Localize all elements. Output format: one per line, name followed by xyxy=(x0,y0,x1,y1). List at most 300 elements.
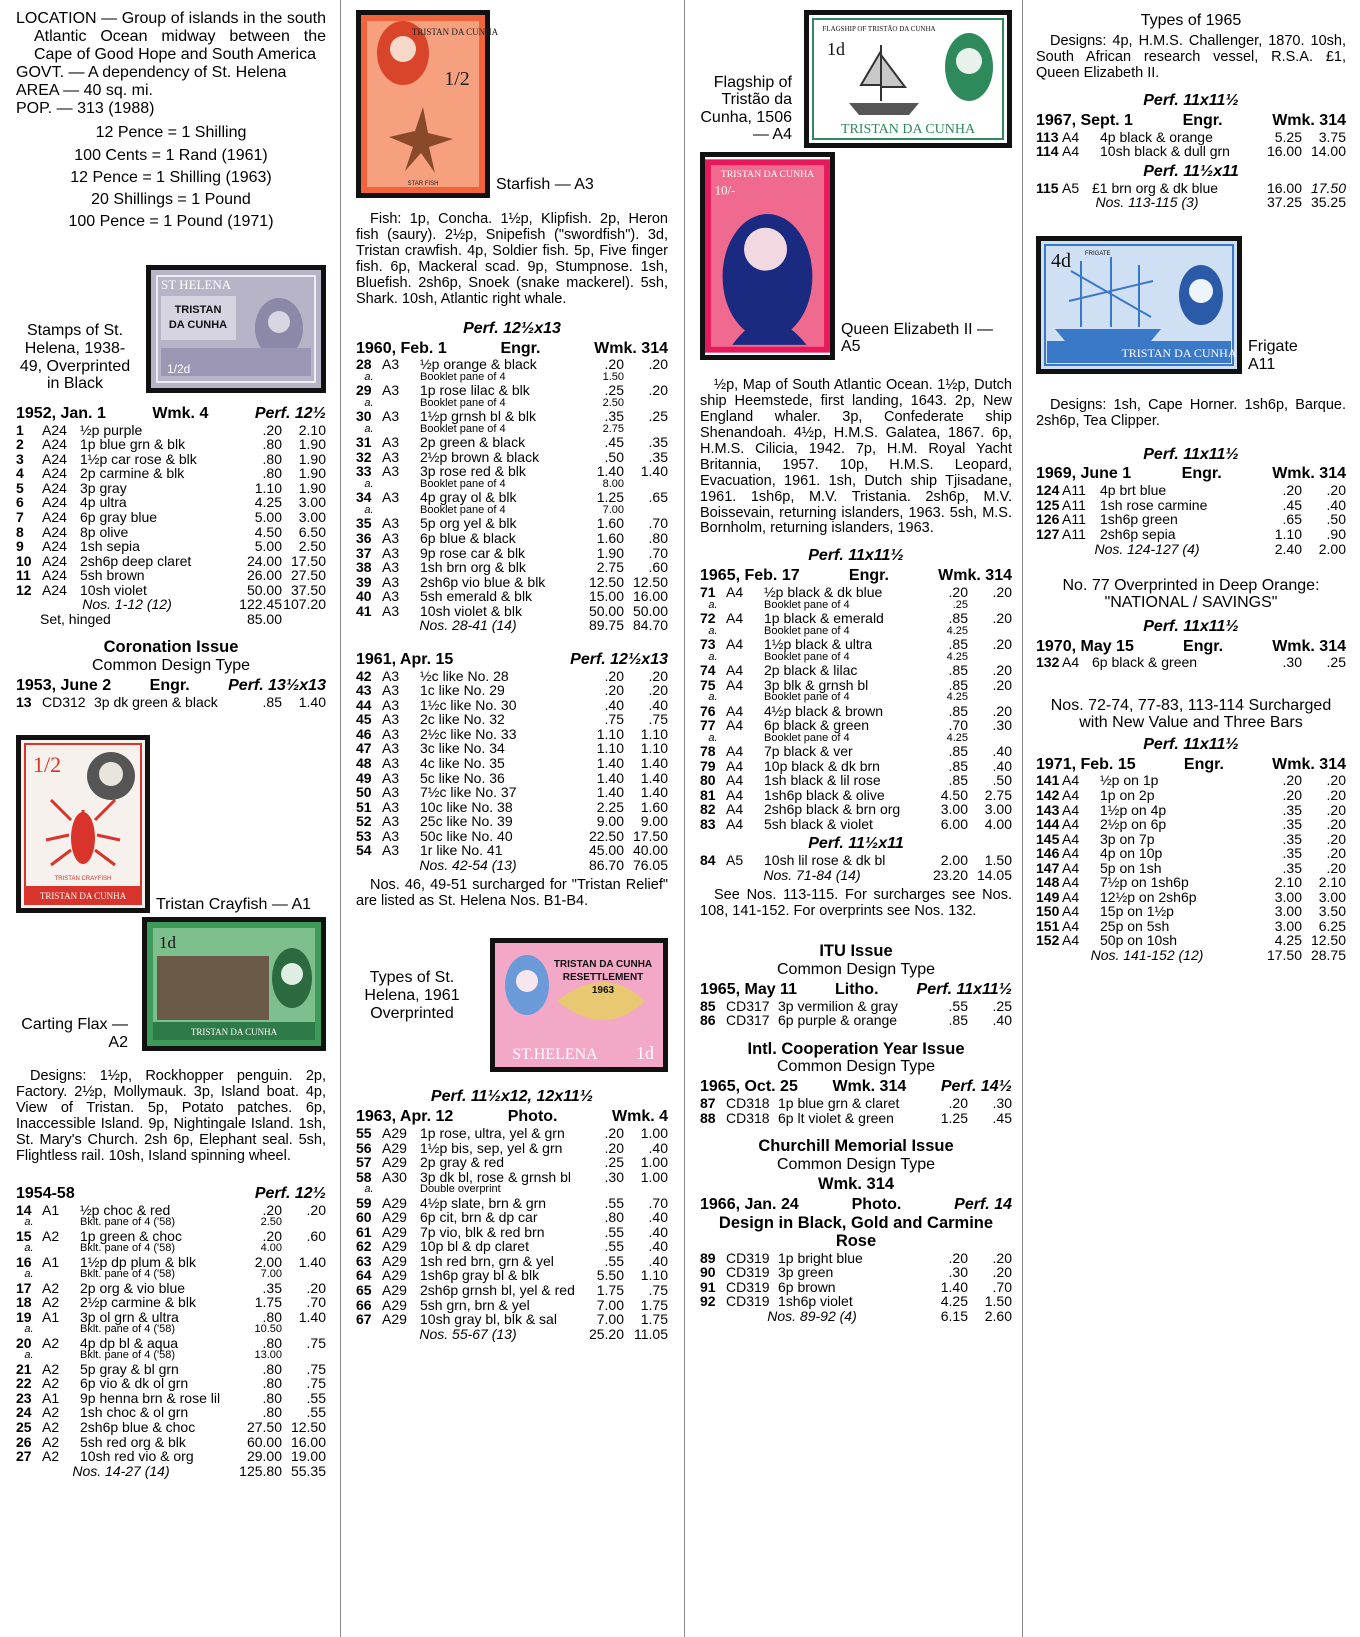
table-row xyxy=(700,678,1012,693)
stamp-number: 33 xyxy=(356,463,372,480)
stamp-number: 79 xyxy=(700,757,716,774)
stamp-number: 127 xyxy=(1036,525,1060,542)
carting-flax-stamp-art xyxy=(147,922,321,1046)
crayfish-stamp-art xyxy=(21,740,145,908)
stamp-value: .20 xyxy=(648,667,668,684)
stamp-type: A1 xyxy=(42,1389,60,1406)
table-row xyxy=(16,568,326,583)
stamp-value: .35 xyxy=(604,408,624,425)
table-row xyxy=(16,466,326,481)
table-subrow xyxy=(356,1184,668,1195)
currency-line: 12 Pence = 1 Shilling (1963) xyxy=(70,168,272,186)
stamp-number: 50 xyxy=(356,784,372,801)
stamp-value: 15.00 xyxy=(588,588,624,605)
stamp-desc: 25c like No. 39 xyxy=(420,813,513,830)
stamp-type: A24 xyxy=(42,552,67,569)
issue-engr: Engr. xyxy=(848,567,889,585)
stamp-value: 40.00 xyxy=(632,842,668,859)
stamp-value: 1d xyxy=(159,933,176,953)
stamp-value: 50.00 xyxy=(632,602,668,619)
stamp-value: 7.00 xyxy=(602,504,624,517)
issue-engr: Engr. xyxy=(1183,637,1224,655)
stamp-type: A3 xyxy=(382,813,400,830)
total-value: 35.25 xyxy=(1310,194,1346,211)
stamp-type: A3 xyxy=(382,463,400,480)
stamp-value: 3.00 xyxy=(940,801,968,818)
stamp-value: 1.50 xyxy=(602,370,624,383)
table-row xyxy=(356,683,668,698)
currency-line: 100 Pence = 1 Pound (1971) xyxy=(68,212,274,230)
stamp-value: 1.60 xyxy=(640,798,668,815)
see-note: See Nos. 113-115. For surcharges see Nos. 108, 141-152. For overprints see Nos. 132. xyxy=(700,887,1012,920)
table-row xyxy=(356,575,668,590)
stamp-value: .20 xyxy=(948,584,968,601)
stamp-value: 17.50 xyxy=(1310,179,1346,196)
stamp-desc: 8p olive xyxy=(80,523,129,540)
column-2 xyxy=(356,10,668,1637)
stamp-value: .20 xyxy=(648,382,668,399)
stamp-number: a. xyxy=(364,478,374,491)
table-row xyxy=(16,1391,326,1406)
issue-perf: Perf. 11½x11 xyxy=(808,835,904,853)
stamp-number: 85 xyxy=(700,997,716,1014)
stamp-value: 1d xyxy=(827,39,845,59)
issue-perf: Perf. 11x11½ xyxy=(1143,445,1239,463)
stamp-desc: 7p vio, blk & red brn xyxy=(420,1223,545,1240)
issue-engr: Engr. xyxy=(149,676,190,694)
table-row xyxy=(356,1225,668,1240)
issue-date: 1963, Apr. 12 xyxy=(356,1108,454,1126)
table-row xyxy=(700,788,1012,803)
table-row xyxy=(356,546,668,561)
stamp-value: 9.00 xyxy=(596,813,624,830)
currency-line: 20 Shillings = 1 Pound xyxy=(91,190,251,208)
stamp-value: 3.00 xyxy=(1274,888,1302,905)
table-row xyxy=(356,1254,668,1269)
table-row xyxy=(356,531,668,546)
stamp-value: 1.90 xyxy=(298,479,326,496)
stamp-value: 17.50 xyxy=(290,552,326,569)
issue-perf: Perf. 12½ xyxy=(254,1184,326,1202)
stamp-value: 27.50 xyxy=(290,567,326,584)
stamp-desc: 1sh sepia xyxy=(80,538,140,555)
figure-st-helena-1961 xyxy=(356,938,668,1072)
section-subtitle: Common Design Type xyxy=(777,1058,935,1076)
stamp-image-frigate xyxy=(1036,236,1242,374)
stamp-value: .85 xyxy=(948,662,968,679)
stamp-value: .75 xyxy=(306,1334,326,1351)
table-row xyxy=(356,756,668,771)
stamp-type: A4 xyxy=(726,815,744,832)
queen-stamp-art xyxy=(705,157,830,355)
stamp-number: 23 xyxy=(16,1389,32,1406)
issue-date: 1961, Apr. 15 xyxy=(356,650,454,668)
issue-perf: Perf. 11x11½ xyxy=(1143,617,1239,635)
table-row xyxy=(16,437,326,452)
stamp-value: 29.00 xyxy=(246,1448,282,1465)
stamp-value xyxy=(282,1269,326,1280)
stamp-number: 9 xyxy=(16,538,24,555)
stamp-desc: 2sh6p vio blue & blk xyxy=(420,573,546,590)
stamp-value: 4.50 xyxy=(940,786,968,803)
stamp-type: A3 xyxy=(382,489,400,506)
stamp-type: A3 xyxy=(382,559,400,576)
stamp-type: A3 xyxy=(382,769,400,786)
currency-line: 100 Cents = 1 Rand (1961) xyxy=(74,146,268,164)
stamp-value: 1.90 xyxy=(298,465,326,482)
stamp-value: 1.10 xyxy=(640,1267,668,1284)
stamp-value: 1.90 xyxy=(298,450,326,467)
stamp-desc: 5sh black & violet xyxy=(764,815,873,832)
issue-wmk: Wmk. 4 xyxy=(152,404,209,422)
stamp-number: 89 xyxy=(700,1249,716,1266)
stamp-image-st-helena-overprint xyxy=(146,265,326,393)
stamp-value: .75 xyxy=(306,1375,326,1392)
stamp-number: 26 xyxy=(16,1433,32,1450)
issue-date: 1952, Jan. 1 xyxy=(16,404,106,422)
stamp-type: A4 xyxy=(726,702,744,719)
stamp-type: A29 xyxy=(382,1154,407,1171)
stamp-type: A2 xyxy=(42,1448,60,1465)
stamp-number: 76 xyxy=(700,702,716,719)
stamp-number: 87 xyxy=(700,1095,716,1112)
stamp-desc: 9p henna brn & rose lil xyxy=(80,1389,221,1406)
issue-wmk: Wmk. 314 xyxy=(817,1175,895,1194)
issue-1961-header xyxy=(356,651,668,669)
stamp-desc: 10sh violet xyxy=(80,581,147,598)
stamp-value: .55 xyxy=(604,1238,624,1255)
stamp-table xyxy=(356,357,668,618)
stamp-value: .20 xyxy=(992,584,1012,601)
issue-perf: Perf. 11x11½ xyxy=(916,980,1012,998)
overprint-line: 1963 xyxy=(591,985,615,997)
stamp-type: A3 xyxy=(382,448,400,465)
stamp-number: 82 xyxy=(700,801,716,818)
stamp-value: .30 xyxy=(992,717,1012,734)
flagship-stamp-art xyxy=(809,15,1007,143)
total-label: Nos. 14-27 (14) xyxy=(72,1462,170,1479)
stamp-desc: ½p orange & black xyxy=(420,356,537,373)
table-total-row xyxy=(1036,195,1346,210)
table-row xyxy=(356,1268,668,1283)
stamp-value: .40 xyxy=(604,696,624,713)
issue-perf: Perf. 11½x12, 12x11½ xyxy=(430,1088,594,1106)
table-row xyxy=(700,1294,1012,1309)
stamp-desc: 1r like No. 41 xyxy=(420,842,503,859)
note-1961: Nos. 46, 49-51 surcharged for "Tristan Relief" are listed as St. Helena Nos. B1-B4. xyxy=(356,877,668,910)
table-row xyxy=(1036,498,1346,513)
issue-perf: Perf. 14½ xyxy=(940,1078,1012,1096)
stamp-desc: 1½p bis, sep, yel & grn xyxy=(420,1139,563,1156)
stamp-number: 1 xyxy=(16,421,24,438)
stamp-number: a. xyxy=(364,396,374,409)
stamp-value: 1.75 xyxy=(254,1294,282,1311)
stamp-value: 4.00 xyxy=(260,1242,282,1255)
section-subtitle: Types of 1965 xyxy=(1140,12,1242,29)
stamp-value: 5.00 xyxy=(254,538,282,555)
stamp-desc: 5sh red org & blk xyxy=(80,1433,186,1450)
table-row xyxy=(700,759,1012,774)
stamp-value: 12.50 xyxy=(632,573,668,590)
stamp-label: STAR FISH xyxy=(407,181,439,187)
issue-perf: Perf. 11x11½ xyxy=(808,547,904,565)
stamp-value: 12.50 xyxy=(588,573,624,590)
stamp-total-table xyxy=(356,858,668,873)
stamp-desc: ½p choc & red xyxy=(80,1201,171,1218)
table-total-row xyxy=(16,597,326,612)
stamp-value: .80 xyxy=(262,1360,282,1377)
stamp-desc: 7½p on 1sh6p xyxy=(1100,874,1189,891)
stamp-value: 14.00 xyxy=(1310,143,1346,160)
table-subrow xyxy=(700,692,1012,703)
stamp-number: 62 xyxy=(356,1238,372,1255)
stamp-table xyxy=(700,999,1012,1028)
table-row xyxy=(700,1096,1012,1111)
stamp-value: .80 xyxy=(262,1404,282,1421)
stamp-desc: 3p blk & grnsh bl xyxy=(764,676,869,693)
stamp-value: 60.00 xyxy=(246,1433,282,1450)
stamp-image-carting-flax xyxy=(142,917,326,1051)
stamp-number: 64 xyxy=(356,1267,372,1284)
stamp-number: 51 xyxy=(356,798,372,815)
stamp-type: A2 xyxy=(42,1334,60,1351)
stamp-number: 7 xyxy=(16,509,24,526)
stamp-table xyxy=(1036,181,1346,210)
table-row xyxy=(1036,904,1346,919)
issue-engr: Engr. xyxy=(1183,755,1224,773)
stamp-value: 1.75 xyxy=(640,1311,668,1328)
stamp-number: 53 xyxy=(356,827,372,844)
stamp-country: TRISTAN DA CUNHA xyxy=(840,122,976,137)
table-row xyxy=(356,1283,668,1298)
table-row xyxy=(700,999,1012,1014)
stamp-value: 5.25 xyxy=(1274,128,1302,145)
stamp-value: .20 xyxy=(306,1279,326,1296)
issue-wmk: Wmk. 4 xyxy=(611,1108,668,1126)
stamp-value: .35 xyxy=(648,434,668,451)
stamp-value: 4.50 xyxy=(254,523,282,540)
stamp-type: A4 xyxy=(1062,143,1080,160)
stamp-value: 13.00 xyxy=(254,1349,282,1362)
stamp-value: 1.00 xyxy=(640,1168,668,1185)
stamp-value xyxy=(968,692,1012,703)
stamp-value: .20 xyxy=(648,356,668,373)
overprint-line: TRISTAN xyxy=(174,303,222,316)
stamp-table xyxy=(16,423,326,598)
stamp-desc: 1p blue grn & blk xyxy=(80,436,186,453)
stamp-type: A29 xyxy=(382,1194,407,1211)
table-total-row xyxy=(16,1464,326,1479)
stamp-desc: 1p blue grn & claret xyxy=(778,1095,900,1112)
stamp-type: A24 xyxy=(42,436,67,453)
issue-wmk: Wmk. 314 xyxy=(938,567,1012,585)
stamp-desc: 2sh6p sepia xyxy=(1100,525,1176,542)
stamp-number: 25 xyxy=(16,1418,32,1435)
table-row xyxy=(16,1420,326,1435)
stamp-type: A3 xyxy=(382,434,400,451)
stamp-type: A4 xyxy=(1062,801,1080,818)
figure-a2 xyxy=(16,917,326,1051)
hinged-label: Set, hinged xyxy=(40,610,111,627)
stamp-number: a. xyxy=(24,1242,34,1255)
total-value: 125.80 xyxy=(239,1462,282,1479)
stamp-type: A29 xyxy=(382,1125,407,1142)
stamp-value: 2.00 xyxy=(254,1253,282,1270)
stamp-value: .85 xyxy=(948,636,968,653)
section-title: ITU Issue xyxy=(819,942,893,961)
total-label: Nos. 42-54 (13) xyxy=(419,856,517,873)
stamp-table xyxy=(700,1251,1012,1309)
stamp-number: a. xyxy=(24,1216,34,1229)
stamp-value: .20 xyxy=(1326,830,1346,847)
stamp-value: .85 xyxy=(948,702,968,719)
stamp-value: .60 xyxy=(306,1227,326,1244)
resettlement-stamp-art xyxy=(495,943,663,1067)
stamp-value: 7.00 xyxy=(596,1311,624,1328)
stamp-number: a. xyxy=(364,370,374,383)
stamp-value: .25 xyxy=(1326,654,1346,671)
stamp-number: 115 xyxy=(1036,179,1059,196)
stamp-type: A5 xyxy=(726,852,744,869)
issue-1963-header xyxy=(356,1108,668,1126)
stamp-value: .35 xyxy=(262,1279,282,1296)
stamp-desc: 12½p on 2sh6p xyxy=(1100,888,1197,905)
stamp-value: .80 xyxy=(262,1375,282,1392)
stamp-desc: Bklt. pane of 4 ('58) xyxy=(80,1268,176,1281)
column-divider xyxy=(340,0,341,1637)
stamp-country: TRISTAN DA CUNHA xyxy=(39,891,127,902)
issue-date: 1965, Feb. 17 xyxy=(700,567,800,585)
stamp-desc: 4p gray ol & blk xyxy=(420,489,517,506)
table-row xyxy=(1036,144,1346,159)
stamp-country: TRISTAN DA CUNHA xyxy=(720,168,815,180)
table-row xyxy=(1036,890,1346,905)
stamp-desc: 1sh6p gray bl & blk xyxy=(420,1267,540,1284)
stamp-value: 1.00 xyxy=(640,1154,668,1171)
stamp-total-table xyxy=(356,1327,668,1342)
stamp-number: 72 xyxy=(700,610,716,627)
stamp-value: 3.00 xyxy=(298,509,326,526)
stamp-type: A29 xyxy=(382,1252,407,1269)
stamp-number: 81 xyxy=(700,786,716,803)
stamp-number: 71 xyxy=(700,584,716,601)
stamp-type: A3 xyxy=(382,696,400,713)
stamp-type: A3 xyxy=(382,602,400,619)
stamp-value: .50 xyxy=(604,448,624,465)
stamp-desc: 2p gray & red xyxy=(420,1154,505,1171)
stamp-type: CD318 xyxy=(726,1095,770,1112)
table-row xyxy=(16,554,326,569)
stamp-number: 83 xyxy=(700,815,716,832)
table-row xyxy=(700,1013,1012,1028)
stamp-type: A3 xyxy=(382,382,400,399)
stamp-table xyxy=(1036,773,1346,948)
stamp-number: a. xyxy=(24,1349,34,1362)
table-row xyxy=(356,1126,668,1141)
total-value: 37.25 xyxy=(1266,194,1302,211)
stamp-value: .20 xyxy=(992,1264,1012,1281)
stamp-desc: Booklet pane of 4 xyxy=(420,504,506,517)
stamp-type: A24 xyxy=(42,538,67,555)
stamp-value: 2.75 xyxy=(602,422,624,435)
area-text: AREA — 40 sq. mi. xyxy=(16,81,153,99)
stamp-number: 36 xyxy=(356,530,372,546)
table-row xyxy=(700,1280,1012,1295)
stamp-value: .20 xyxy=(604,682,624,699)
stamp-number: 22 xyxy=(16,1375,32,1392)
stamp-type: A3 xyxy=(382,842,400,859)
stamp-number: 74 xyxy=(700,662,716,679)
table-row xyxy=(16,1376,326,1391)
issue-1952-header xyxy=(16,405,326,423)
stamp-value: .20 xyxy=(948,1095,968,1112)
stamp-value: .20 xyxy=(604,356,624,373)
stamp-desc: 3p ol grn & ultra xyxy=(80,1308,179,1325)
stamp-value: 1.75 xyxy=(596,1281,624,1298)
table-row xyxy=(16,525,326,540)
table-row xyxy=(16,452,326,467)
stamp-desc: 2p carmine & blk xyxy=(80,465,185,482)
stamp-value: .20 xyxy=(1326,772,1346,789)
stamp-value: .85 xyxy=(262,693,282,710)
table-row xyxy=(356,829,668,844)
stamp-value: 5.50 xyxy=(596,1267,624,1284)
table-row xyxy=(16,1435,326,1450)
location-text: LOCATION — Group of islands in the south Atlantic Ocean midway between the Cape of Good Hope and South America xyxy=(16,10,326,63)
section-title: Coronation Issue xyxy=(103,638,239,657)
stamp-desc: 15p on 1½p xyxy=(1100,903,1174,920)
stamp-total-table xyxy=(1036,542,1346,557)
stamp-number: 151 xyxy=(1036,917,1060,934)
table-row xyxy=(700,704,1012,719)
stamp-desc: 6p lt violet & green xyxy=(778,1109,894,1126)
stamp-desc: 3p rose red & blk xyxy=(420,463,526,480)
stamp-desc: 2½c like No. 33 xyxy=(420,725,517,742)
stamp-type: A2 xyxy=(42,1360,60,1377)
stamp-value: .65 xyxy=(648,489,668,506)
stamp-value: .60 xyxy=(648,559,668,576)
stamp-number: 47 xyxy=(356,740,372,757)
stamp-total-table xyxy=(700,1309,1012,1324)
table-row xyxy=(1036,512,1346,527)
stamp-desc: 5p org yel & blk xyxy=(420,515,517,532)
stamp-value: .45 xyxy=(1282,496,1302,513)
stamp-desc: 50c like No. 40 xyxy=(420,827,513,844)
stamp-number: 15 xyxy=(16,1227,32,1244)
stamp-type: A4 xyxy=(726,676,744,693)
stamp-desc: 3c like No. 34 xyxy=(420,740,505,757)
stamp-value: 1/2 xyxy=(33,752,62,778)
stamp-value: 19.00 xyxy=(290,1448,326,1465)
stamp-type: CD319 xyxy=(726,1278,770,1295)
stamp-number: 56 xyxy=(356,1139,372,1156)
stamp-type: A24 xyxy=(42,479,67,496)
stamp-number: 148 xyxy=(1036,874,1060,891)
stamp-value: 4.25 xyxy=(1274,932,1302,949)
stamp-type: A1 xyxy=(42,1253,60,1270)
stamp-value: .40 xyxy=(648,1238,668,1255)
icy-header xyxy=(700,1078,1012,1096)
stamp-type: A24 xyxy=(42,421,67,438)
stamp-desc: 3p on 7p xyxy=(1100,830,1155,847)
stamp-value: .40 xyxy=(992,1012,1012,1029)
stamp-value: .30 xyxy=(992,1095,1012,1112)
stamp-value: .20 xyxy=(1326,801,1346,818)
stamp-value: .20 xyxy=(262,421,282,438)
stamp-number: 31 xyxy=(356,434,372,451)
total-label: Nos. 141-152 (12) xyxy=(1090,946,1204,963)
table-row xyxy=(700,802,1012,817)
